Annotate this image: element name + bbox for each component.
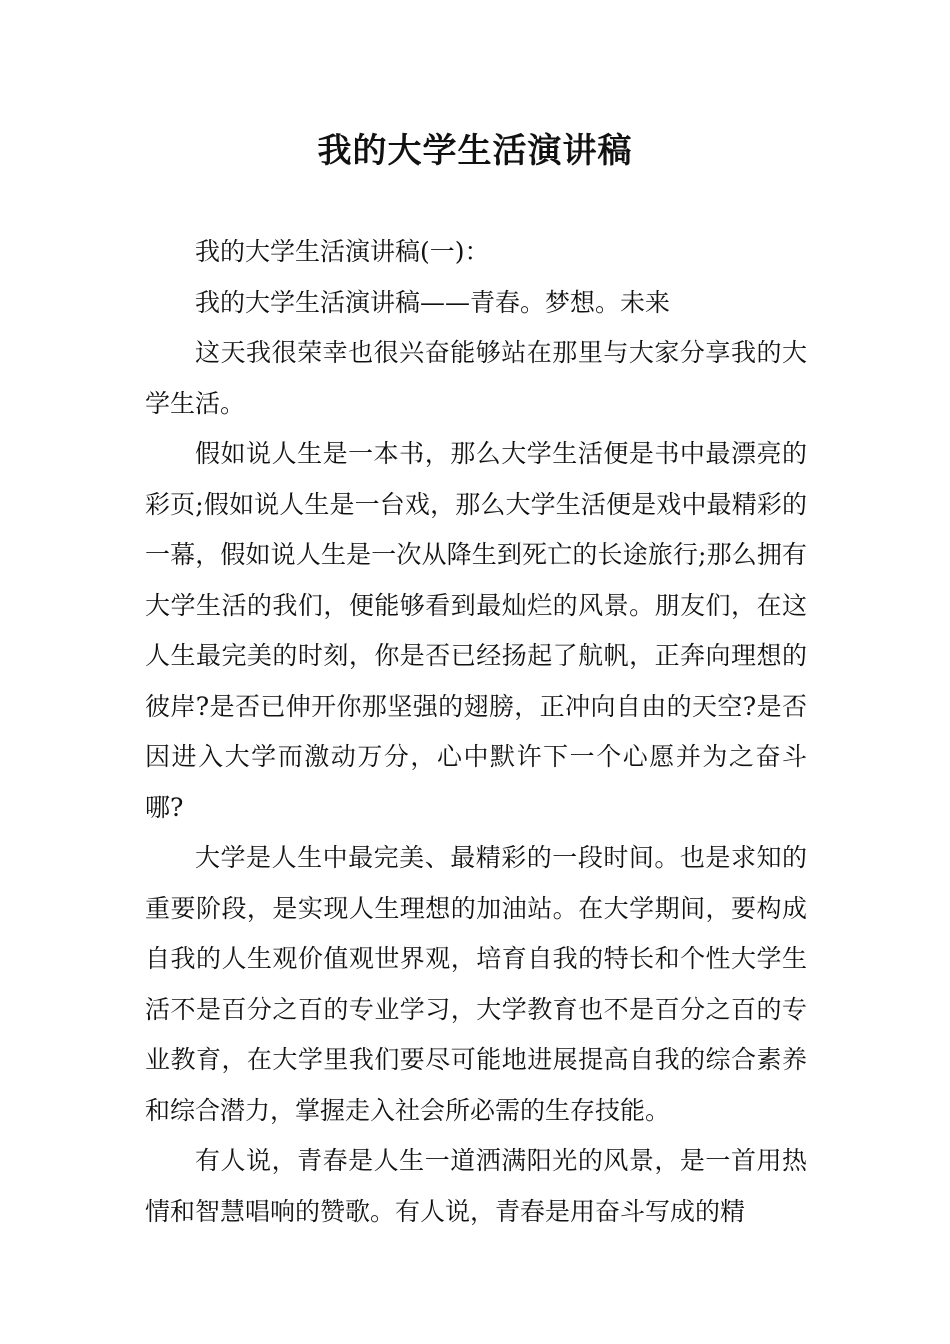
paragraph-university: 大学是人生中最完美、最精彩的一段时间。也是求知的重要阶段，是实现人生理想的加油站。在大学期间，要构成自我的人生观价值观世界观，培育自我的特长和个性大学生活不是百分之百的专业学习，大学教育也不是百分之百的专业教育，在大学里我们要尽可能地进展提高自我的综合素养和综合潜力，掌握走入社会所必需的生存技能。 [145, 843, 807, 1125]
paragraph-intro: 这天我很荣幸也很兴奋能够站在那里与大家分享我的大学生活。 [145, 338, 807, 418]
paragraph-subtitle-2: 我的大学生活演讲稿——青春。梦想。未来 [195, 287, 671, 317]
document-body [145, 227, 807, 1237]
paragraph-youth: 有人说，青春是人生一道洒满阳光的风景，是一首用热情和智慧唱响的赞歌。有人说，青春是用奋斗写成的精 [145, 1146, 807, 1226]
paragraph-life-book: 假如说人生是一本书，那么大学生活便是书中最漂亮的彩页;假如说人生是一台戏，那么大学生活便是戏中最精彩的一幕，假如说人生是一次从降生到死亡的长途旅行;那么拥有大学生活的我们，便能够看到最灿烂的风景。朋友们，在这人生最完美的时刻，你是否已经扬起了航帆，正奔向理想的彼岸?是否已伸开你那坚强的翅膀，正冲向自由的天空?是否因进入大学而激动万分，心中默许下一个心愿并为之奋斗哪? [145, 439, 807, 822]
paragraph-subtitle-1: 我的大学生活演讲稿(一)： [195, 237, 490, 266]
document-title: 我的大学生活演讲稿 [317, 131, 633, 171]
